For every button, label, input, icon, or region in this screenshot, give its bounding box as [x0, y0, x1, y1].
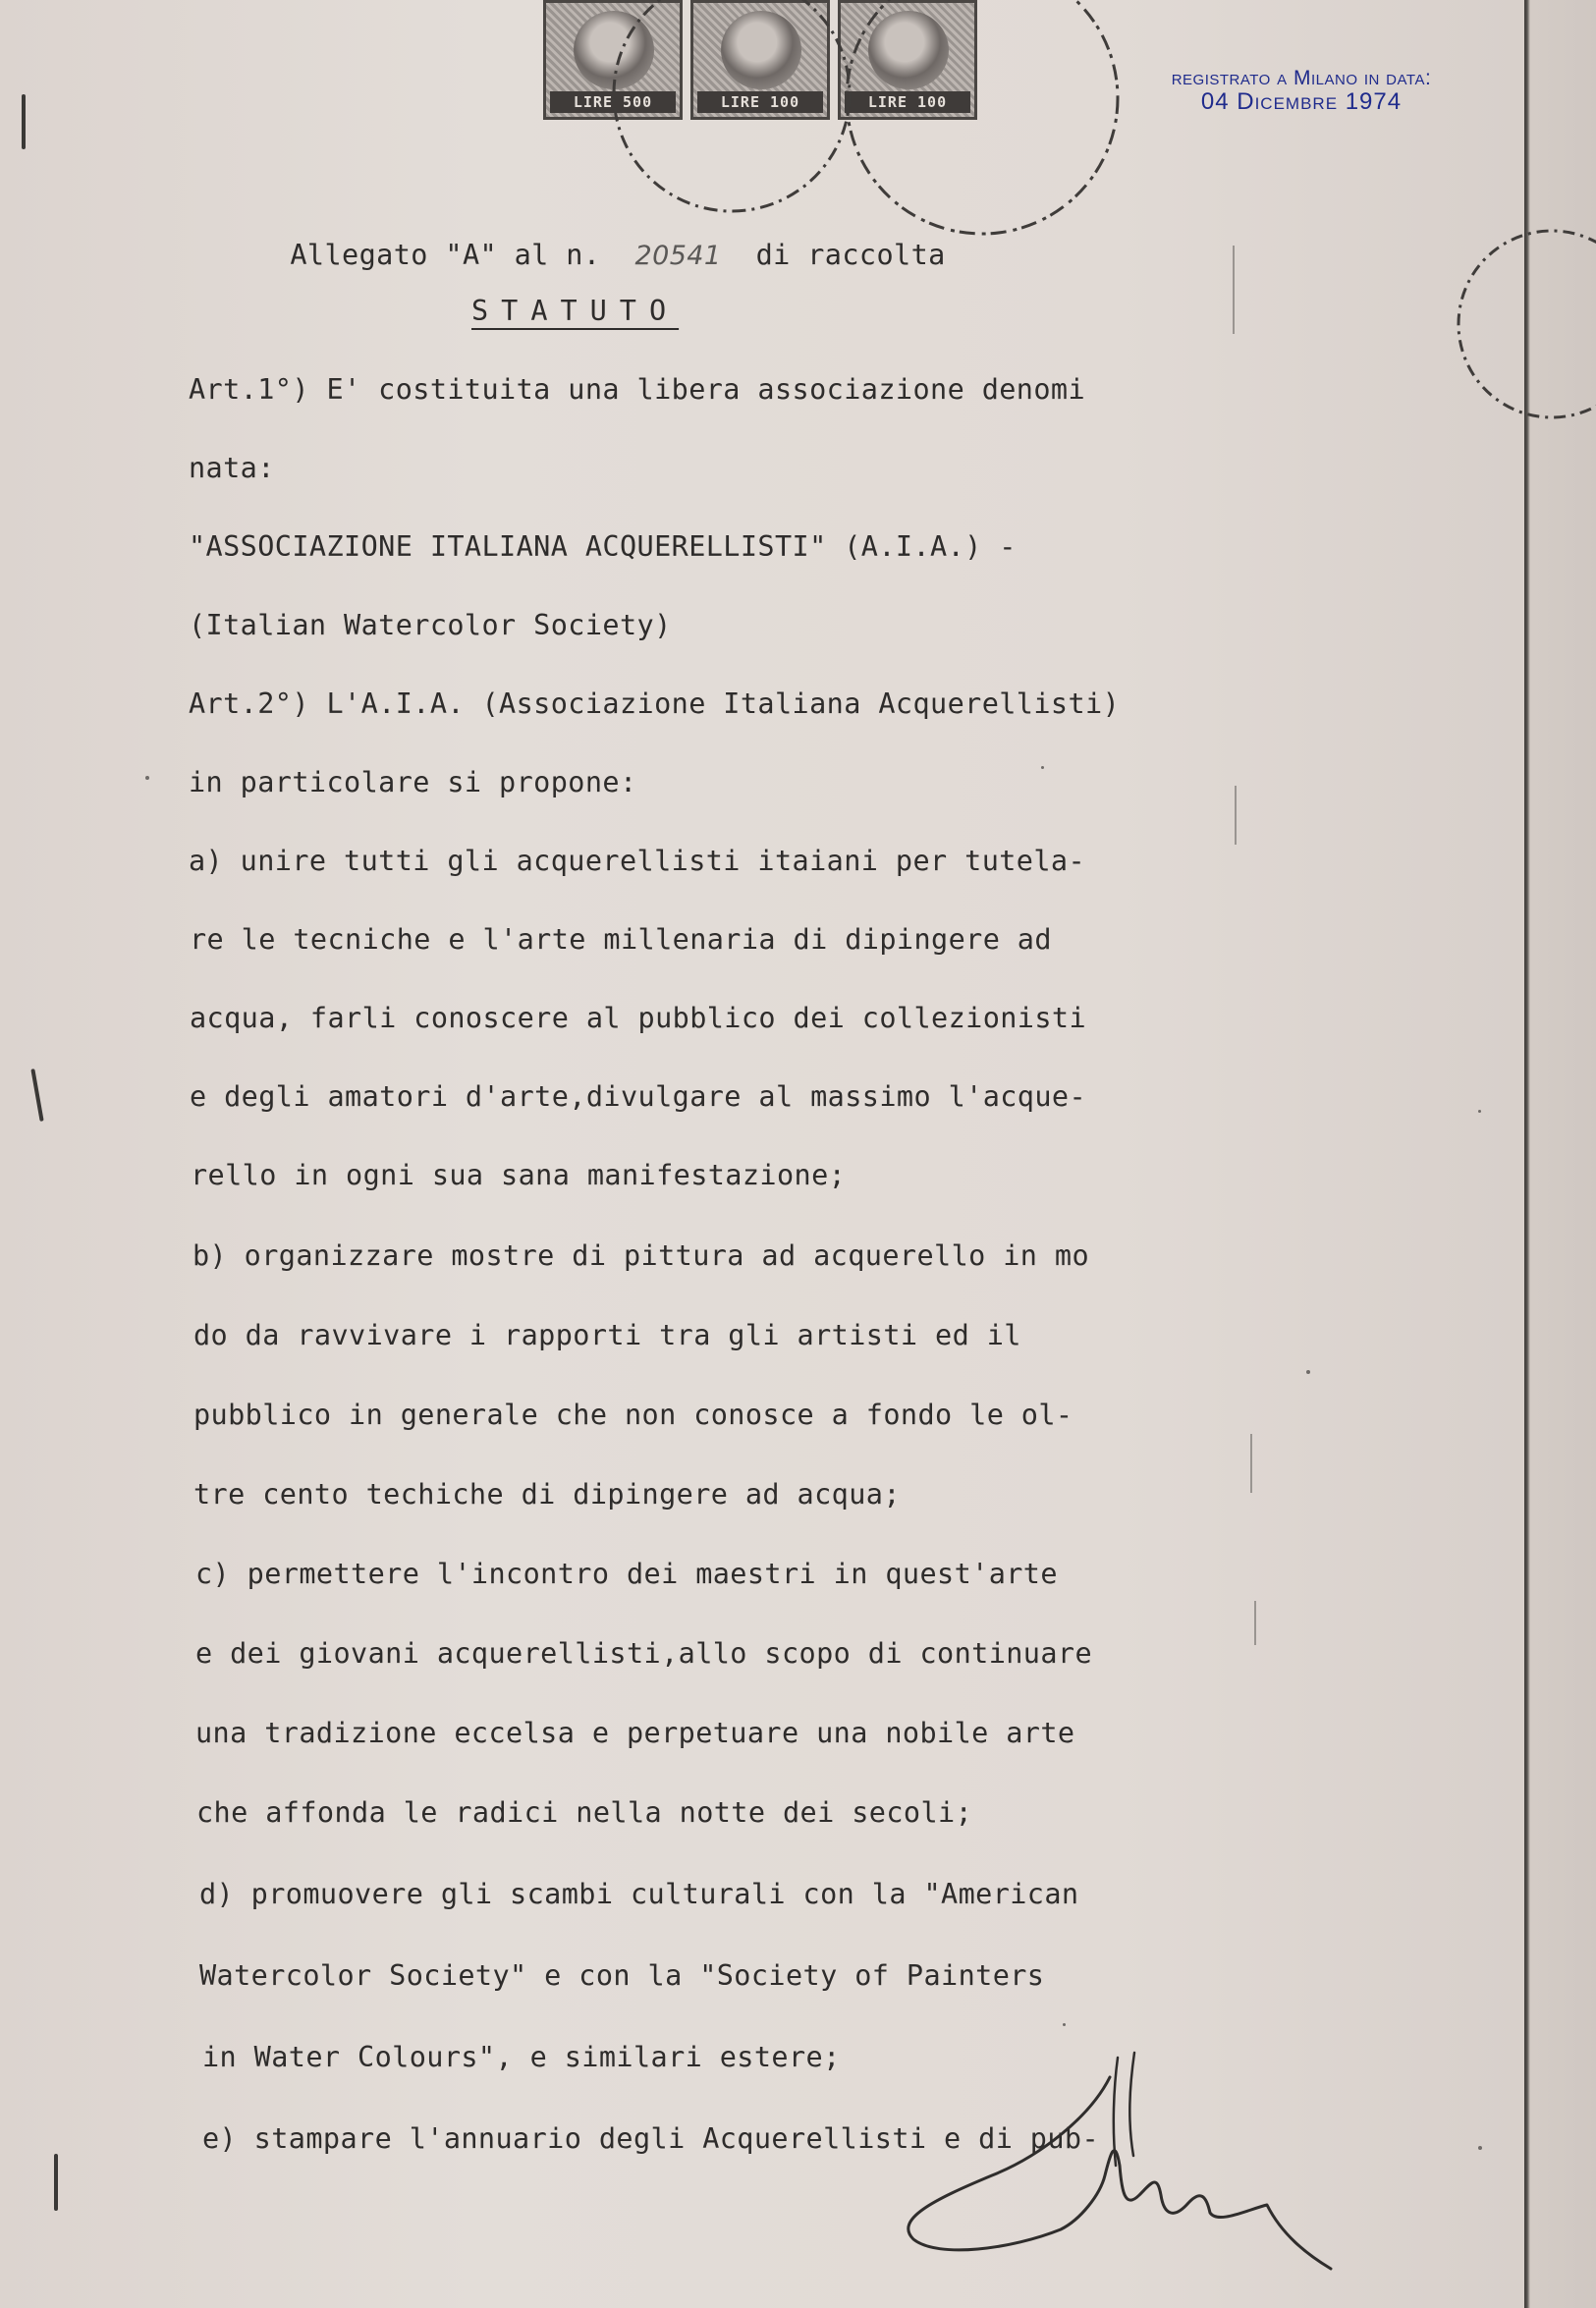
text-line: d) promuovere gli scambi culturali con la "American — [199, 1878, 1079, 1910]
text-line: acqua, farli conoscere al pubblico dei collezionisti — [190, 1002, 1087, 1034]
text-line: in particolare si propone: — [189, 766, 637, 798]
annex-number: 20541 — [634, 241, 722, 271]
annex-prefix: Allegato "A" al n. — [290, 239, 601, 271]
punch-mark — [30, 1069, 43, 1122]
document-title: STATUTO — [471, 295, 680, 327]
text-line: Watercolor Society" e con la "Society of Painters — [199, 1959, 1045, 1992]
text-line: "ASSOCIAZIONE ITALIANA ACQUERELLISTI" (A.I.A.) - — [189, 530, 1017, 563]
text-line: b) organizzare mostre di pittura ad acquerello in mo — [193, 1239, 1090, 1272]
text-line: che affonda le radici nella notte dei secoli; — [196, 1796, 973, 1829]
annex-line — [187, 206, 946, 303]
text-line: do da ravvivare i rapporti tra gli artisti ed il — [193, 1319, 1021, 1351]
text-line: tre cento techiche di dipingere ad acqua; — [193, 1478, 901, 1511]
text-line: (Italian Watercolor Society) — [189, 609, 672, 641]
text-line: una tradizione eccelsa e perpetuare una nobile arte — [195, 1717, 1075, 1749]
text-line: Art.2°) L'A.I.A. (Associazione Italiana Acquerellisti) — [189, 687, 1121, 720]
text-line: c) permettere l'incontro dei maestri in quest'arte — [195, 1558, 1058, 1590]
margin-rule — [1250, 1434, 1252, 1493]
text-line: pubblico in generale che non conosce a fondo le ol- — [193, 1399, 1073, 1431]
text-line: re le tecniche e l'arte millenaria di dipingere ad — [190, 923, 1052, 956]
paper-speck — [1306, 1370, 1310, 1374]
text-line: a) unire tutti gli acquerellisti itaiani per tutela- — [189, 845, 1086, 877]
margin-rule — [1235, 786, 1237, 845]
text-line: rello in ogni sua sana manifestazione; — [191, 1159, 847, 1191]
text-line: nata: — [189, 452, 275, 484]
handwritten-signature — [894, 2048, 1346, 2274]
paper-speck — [1478, 2146, 1482, 2150]
text-line: e degli amatori d'arte,divulgare al massimo l'acque- — [190, 1080, 1087, 1113]
text-line: in Water Colours", e similari estere; — [202, 2041, 841, 2073]
text-line: Art.1°) E' costituita una libera associazione denomi — [189, 373, 1086, 406]
text-line: e dei giovani acquerellisti,allo scopo di continuare — [195, 1637, 1093, 1670]
paper-speck — [1478, 1110, 1481, 1113]
stamp-value: LIRE 100 — [697, 91, 823, 113]
paper-speck — [1041, 766, 1044, 769]
paper-speck — [145, 776, 149, 780]
margin-rule — [1254, 1601, 1256, 1645]
punch-mark — [54, 2154, 58, 2211]
text-line: e) stampare l'annuario degli Acquerellisti e di pub- — [202, 2122, 1100, 2155]
annex-suffix: di raccolta — [755, 239, 946, 271]
registration-note — [1139, 67, 1463, 115]
registration-label: registrato a Milano in data: — [1171, 67, 1432, 89]
stamp-value: LIRE 500 — [550, 91, 676, 113]
registration-date: 04 Dicembre 1974 — [1200, 88, 1403, 116]
paper-speck — [1063, 2023, 1066, 2026]
stamp-value: LIRE 100 — [845, 91, 970, 113]
